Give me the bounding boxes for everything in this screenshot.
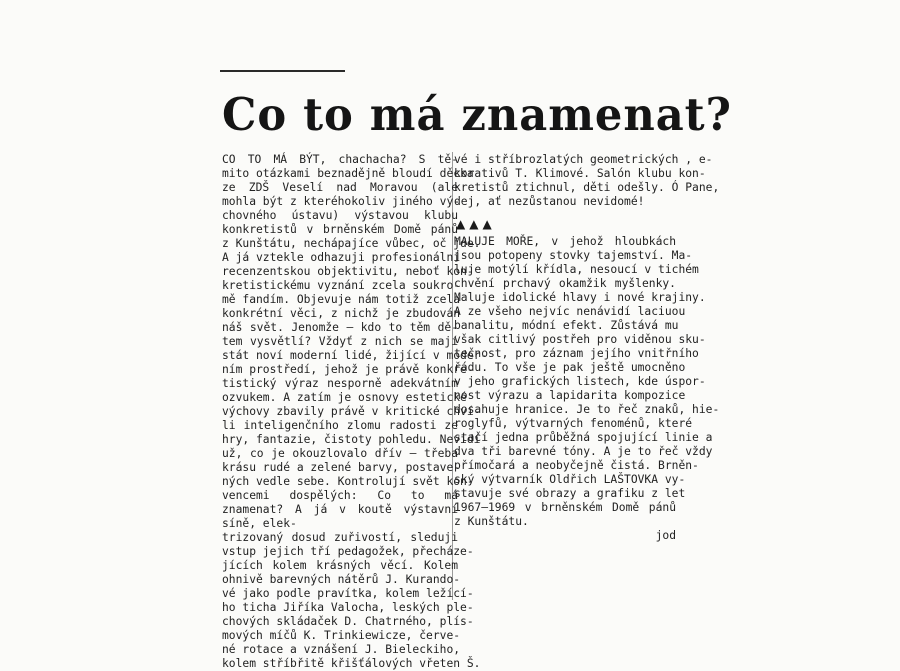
text-line: kolem stříbřitě křišťálových vřeten Š. xyxy=(222,657,481,670)
text-line: tečnost, pro záznam jejího vnitřního xyxy=(454,347,699,360)
text-line: mito otázkami beznadějně bloudí děcka xyxy=(222,167,474,180)
text-line: korativů T. Klimové. Salón klubu kon- xyxy=(454,167,706,180)
text-line: ním prostředí, jehož je právě konkre- xyxy=(222,363,474,376)
text-line: ský výtvarník Oldřich LAŠTOVKA vy- xyxy=(454,473,686,486)
text-line: v jeho grafických listech, kde úspor- xyxy=(454,375,706,388)
text-line: stát noví moderní lidé, žijící v moder- xyxy=(222,349,488,362)
text-line: chových skládaček D. Chatrného, plís- xyxy=(222,615,474,628)
text-line: trizovaný dosud zuřivostí, sleduji xyxy=(222,531,458,544)
text-line: li inteligenčního zlomu radosti ze xyxy=(222,419,458,432)
text-line: roglyfů, výtvarných fenoménů, které xyxy=(454,417,693,430)
text-line: jod xyxy=(655,529,676,542)
text-line: z Kunštátu, nechápajíce vůbec, oč jde. xyxy=(222,237,481,250)
text-line: konkrétní věci, z nichž je zbudován xyxy=(222,307,461,320)
text-line: né rotace a vznášení J. Bieleckiho, xyxy=(222,643,461,656)
text-line: vstup jejich tří pedagožek, přecháze- xyxy=(222,545,474,558)
text-line: hry, fantazie, čistoty pohledu. Nevidí xyxy=(222,433,481,446)
left-column xyxy=(222,153,488,670)
text-line: z Kunštátu. xyxy=(454,515,529,528)
text-line: A ze všeho nejvíc nenávidí laciuou xyxy=(454,305,686,318)
text-line: 1967—1969 v brněnském Domě pánů xyxy=(454,501,676,514)
text-line: vé jako podle pravítka, kolem ležící- xyxy=(222,587,474,600)
section-separator: ▲▲▲ xyxy=(456,217,496,231)
text-line: chovného ústavu) výstavou klubu xyxy=(222,209,458,222)
text-line: dosahuje hranice. Je to řeč znaků, hie- xyxy=(454,403,720,416)
text-line: tem vysvětlí? Vždyť z nich se mají xyxy=(222,335,458,348)
article-headline: Co to má znamenat? xyxy=(222,88,732,141)
text-line: mohla být z kteréhokoliv jiného vý- xyxy=(222,195,461,208)
text-line: jících kolem krásných věcí. Kolem xyxy=(222,559,458,572)
text-line: kretistickému vyznání zcela soukro- xyxy=(222,279,461,292)
text-line: řádu. To vše je pak ještě umocněno xyxy=(454,361,686,374)
text-line: banalitu, módní efekt. Zůstává mu xyxy=(454,319,679,332)
text-line: tistický výraz nesporně adekvátním xyxy=(222,377,458,390)
text-line: luje motýlí křídla, nesoucí v tichém xyxy=(454,263,699,276)
text-line: ho ticha Jiříka Valocha, leských ple- xyxy=(222,601,474,614)
text-line: vé i stříbrozlatých geometrických , e- xyxy=(454,153,713,166)
text-line: recenzentskou objektivitu, neboť kon- xyxy=(222,265,474,278)
right-column xyxy=(454,153,720,543)
text-line: mě fandím. Objevuje nám totiž zcela xyxy=(222,293,461,306)
text-line: ných vedle sebe. Kontrolují svět kon- xyxy=(222,475,474,488)
text-line: CO TO MÁ BÝT, chachacha? S tě- xyxy=(222,153,458,166)
text-line: konkretistů v brněnském Domě pánů xyxy=(222,223,458,236)
text-line: náš svět. Jenomže — kdo to těm dě- xyxy=(222,321,458,334)
text-line: už, co je okouzlovalo dřív — třeba xyxy=(222,447,458,460)
text-line: kretistů ztichnul, děti odešly. Ó Pane, xyxy=(454,181,720,194)
text-line: nost výrazu a lapidarita kompozice xyxy=(454,389,686,402)
text-line: výchovy zbavily právě v kritické chví- xyxy=(222,405,481,418)
text-line: stačí jedna průběžná spojující linie a xyxy=(454,431,713,444)
right-column-second-article xyxy=(454,235,720,543)
text-line: přímočará a neobyčejně čistá. Brněn- xyxy=(454,459,699,472)
text-line: však citlivý postřeh pro viděnou sku- xyxy=(454,333,706,346)
text-line: A já vztekle odhazuji profesionální xyxy=(222,251,461,264)
text-line: ohnivě barevných nátěrů J. Kurando- xyxy=(222,573,461,586)
text-line: vencemi dospělých: Co to má znamenat? A já v koutě výstavní síně, elek- xyxy=(222,489,458,530)
text-line: stavuje své obrazy a grafiku z let xyxy=(454,487,686,500)
text-line: MALUJE MOŘE, v jehož hloubkách xyxy=(454,235,676,248)
top-rule xyxy=(220,70,345,72)
text-line: jsou potopeny stovky tajemství. Ma- xyxy=(454,249,693,262)
text-line: dva tři barevné tóny. A je to řeč vždy xyxy=(454,445,713,458)
right-column-continuation xyxy=(454,153,720,209)
text-line: chvění prchavý okamžik myšlenky. xyxy=(454,277,676,290)
text-line: krásu rudé a zelené barvy, postave- xyxy=(222,461,461,474)
text-line: dej, ať nezůstanou nevidomé! xyxy=(454,195,645,208)
text-line: mových míčů K. Trinkiewicze, červe- xyxy=(222,629,461,642)
text-line: Maluje idolické hlavy i nové krajiny. xyxy=(454,291,706,304)
text-line: ozvukem. A zatím je osnovy estetické xyxy=(222,391,467,404)
text-line: ze ZDŠ Veselí nad Moravou (ale xyxy=(222,181,458,194)
